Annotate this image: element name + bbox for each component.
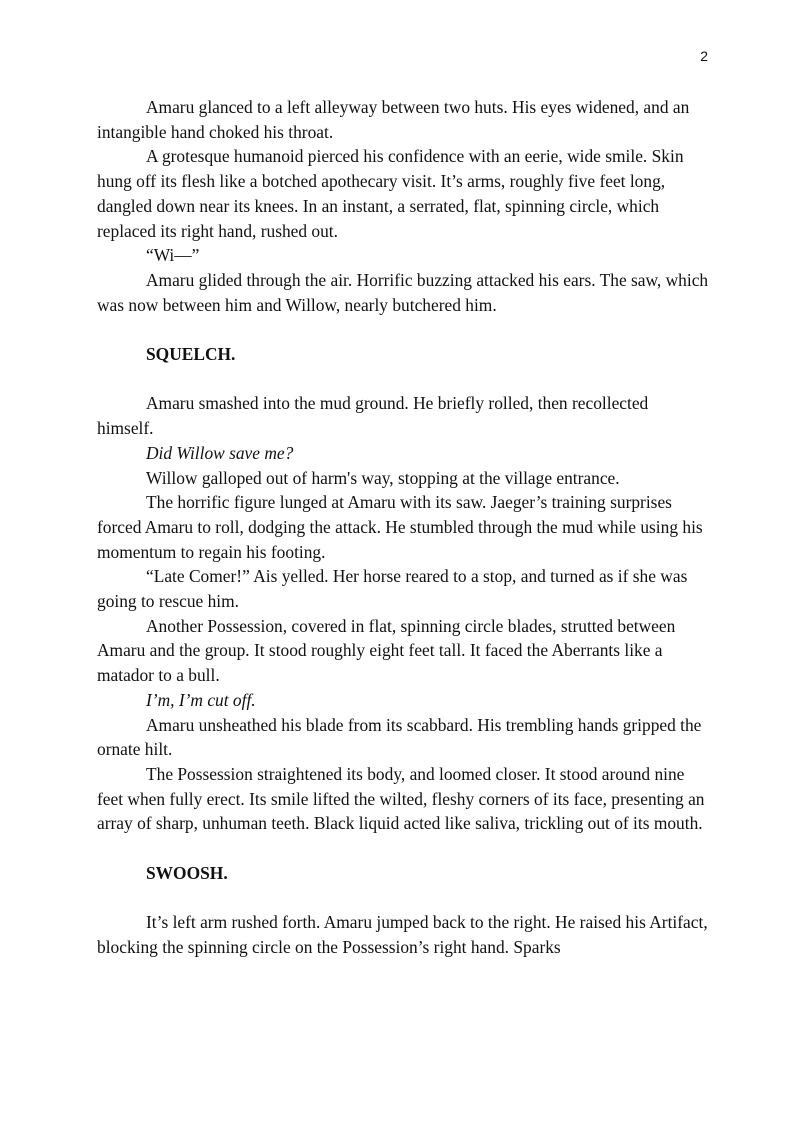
paragraph: Amaru smashed into the mud ground. He briefly rolled, then recollected himself. bbox=[97, 393, 649, 439]
paragraph: Willow galloped out of harm's way, stopping at the village entrance. bbox=[146, 467, 620, 488]
paragraph: A grotesque humanoid pierced his confidence with an eerie, wide smile. Skin hung off its flesh like a botched apothecary visit. It’s arms, roughly five feet long, dangled down near its knees. In an instant, a serrated, flat, spinning circle, which replaced its right hand, rushed out. bbox=[97, 146, 684, 241]
paragraph: It’s left arm rushed forth. Amaru jumped back to the right. He raised his Artifact, blocking the spinning circle on the Possession’s right hand. Sparks bbox=[97, 912, 708, 957]
italic-thought: Did Willow save me? bbox=[146, 442, 294, 463]
paragraph: The horrific figure lunged at Amaru with its saw. Jaeger’s training surprises forced Amaru to roll, dodging the attack. He stumbled through the mud while using his momentum to regain his footing. bbox=[97, 492, 703, 562]
manuscript-body bbox=[97, 95, 709, 960]
paragraph: Amaru unsheathed his blade from its scabbard. His trembling hands gripped the ornate hilt. bbox=[97, 714, 702, 760]
italic-thought: I’m, I’m cut off. bbox=[146, 689, 256, 710]
paragraph: Amaru glided through the air. Horrific buzzing attacked his ears. The saw, which was now between him and Willow, nearly butchered him. bbox=[97, 269, 709, 315]
paragraph: Amaru glanced to a left alleyway between two huts. His eyes widened, and an intangible hand choked his throat. bbox=[97, 97, 690, 142]
dialogue-paragraph: “Wi—” bbox=[146, 245, 200, 266]
page-number: 2 bbox=[700, 48, 708, 64]
paragraph: The Possession straightened its body, and loomed closer. It stood around nine feet when fully erect. Its smile lifted the wilted, fleshy corners of its face, presenting an array of sharp, unhuman teeth. Black liquid acted like saliva, trickling out of its mouth. bbox=[97, 763, 705, 834]
sound-effect-heading: SQUELCH. bbox=[146, 344, 236, 365]
sound-effect-heading: SWOOSH. bbox=[146, 862, 228, 883]
dialogue-paragraph: “Late Comer!” Ais yelled. Her horse reared to a stop, and turned as if she was going to rescue him. bbox=[97, 566, 688, 612]
paragraph: Another Possession, covered in flat, spinning circle blades, strutted between Amaru and the group. It stood roughly eight feet tall. It faced the Aberrants like a matador to a bull. bbox=[97, 615, 676, 686]
